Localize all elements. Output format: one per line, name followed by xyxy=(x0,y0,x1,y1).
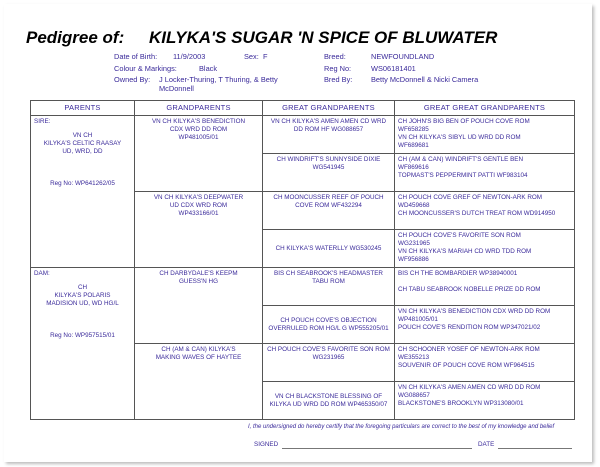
gggp-line: TOPMAST'S PEPPERMINT PATTI WF983104 xyxy=(398,172,528,179)
sire-name-1: VN CH xyxy=(72,132,93,139)
gggp-line: BLACKSTONE'S BROOKLYN WP313080/01 xyxy=(398,400,524,407)
gggp-line: CH POUCH COVE'S FAVORITE SON ROM xyxy=(398,232,521,239)
ggp-line: BIS CH SEABROOK'S HEADMASTER xyxy=(274,270,383,277)
great-grandparent-3 xyxy=(263,192,395,230)
bred-label: Bred By: xyxy=(324,75,353,84)
ggp-line: COVE ROM WF432294 xyxy=(295,202,362,209)
gggp-line: WP481005/01 xyxy=(398,316,438,323)
sire-role: SIRE: xyxy=(34,118,51,125)
dob-value: 11/9/2003 xyxy=(173,52,206,61)
gp-line: UD CDX WRD ROM xyxy=(169,202,228,209)
signature-line[interactable] xyxy=(282,448,472,449)
great-great-grandparent-1 xyxy=(395,116,575,154)
col-grandparents: GRANDPARENTS xyxy=(135,101,263,116)
grandparent-1 xyxy=(135,116,263,192)
gggp-line: WG231965 xyxy=(398,240,430,247)
signed-label: SIGNED xyxy=(254,441,279,448)
dog-name: KILYKA'S SUGAR 'N SPICE OF BLUWATER xyxy=(149,28,498,47)
gp-line: MAKING WAVES OF HAYTEE xyxy=(155,354,242,361)
reg-label: Reg No: xyxy=(324,64,352,73)
col-great-great-grandparents: GREAT GREAT GRANDPARENTS xyxy=(395,101,575,116)
col-parents: PARENTS xyxy=(31,101,135,116)
date-line[interactable] xyxy=(498,448,572,449)
great-grandparent-6 xyxy=(263,306,395,344)
gp-line: CH (AM & CAN) KILYKA'S xyxy=(161,346,236,353)
dob-label: Date of Birth: xyxy=(114,52,158,61)
gp-line: GUESS'N HG xyxy=(179,278,218,285)
pedigree-table xyxy=(30,100,575,420)
grandparent-3 xyxy=(135,268,263,344)
gggp-line: VN CH KILYKA'S MARIAH CD WRD TDD ROM xyxy=(398,248,532,255)
certification-text: I, the undersigned do hereby certify that the foregoing particulars are correct to the best of my knowledge and belief xyxy=(248,424,555,430)
ggp-line: CH POUCH COVE'S FAVORITE SON ROM xyxy=(267,346,390,353)
great-great-grandparent-5 xyxy=(395,268,575,306)
great-grandparent-2 xyxy=(263,154,395,192)
gggp-line: SOUVENIR OF POUCH COVE ROM WF964515 xyxy=(398,362,535,369)
great-great-grandparent-7 xyxy=(395,344,575,382)
sex-label: Sex: xyxy=(244,52,259,61)
breed-label: Breed: xyxy=(324,52,346,61)
gp-line: VN CH KILYKA'S BENEDICTION xyxy=(151,118,246,125)
gggp-line: WE355213 xyxy=(398,354,430,361)
ggp-line: WG231965 xyxy=(312,354,345,361)
gggp-line: CH POUCH COVE GREF OF NEWTON-ARK ROM xyxy=(398,194,543,201)
gp-line: WP481005/01 xyxy=(178,134,219,141)
owned-label: Owned By: xyxy=(114,75,151,84)
gggp-line: WF956886 xyxy=(398,256,429,263)
gp-line: CH DARBYDALE'S KEEPM xyxy=(159,270,238,277)
date-label: DATE xyxy=(478,441,495,448)
ggp-line: CH POUCH COVE'S OBJECTION xyxy=(280,316,377,324)
gggp-line: CH TABU SEABROOK NOBELLE PRIZE DD ROM xyxy=(398,286,541,293)
sire-reg: Reg No: WP641262/05 xyxy=(50,180,115,187)
owned-value-2: McDonnell xyxy=(159,84,194,93)
col-great-grandparents: GREAT GRANDPARENTS xyxy=(263,101,395,116)
great-great-grandparent-4 xyxy=(395,230,575,268)
gggp-line: WG088657 xyxy=(398,392,430,399)
ggp-line: KILYKA UD WRD DD ROM WP465350/07 xyxy=(269,400,388,408)
ggp-line: VN CH KILYKA'S AMEN AMEN CD WRD xyxy=(270,118,387,125)
gggp-line: VN CH KILYKA'S BENEDICTION CDX WRD DD ROM xyxy=(398,308,551,315)
great-great-grandparent-6 xyxy=(395,306,575,344)
ggp-line: CH WINDRIFT'S SUNNYSIDE DIXIE xyxy=(276,156,381,163)
sex-value: F xyxy=(263,52,268,61)
colour-label: Colour & Markings: xyxy=(114,64,177,73)
grandparent-2 xyxy=(135,192,263,268)
gggp-line: POUCH COVE'S RENDITION ROM WP347021/02 xyxy=(398,324,541,331)
gggp-line: WF869616 xyxy=(398,164,429,171)
gggp-line: WF689681 xyxy=(398,142,429,149)
reg-value: WS06181401 xyxy=(371,64,416,73)
sire-cell xyxy=(31,116,135,268)
gggp-line: CH MOONCUSSER'S DUTCH TREAT ROM WD914950 xyxy=(398,210,556,217)
ggp-line: VN CH BLACKSTONE BLESSING OF xyxy=(274,392,383,400)
sire-name-3: UD, WRD, DD xyxy=(62,148,103,155)
breed-value: NEWFOUNDLAND xyxy=(371,52,435,61)
colour-value: Black xyxy=(199,64,218,73)
ggp-line: DD ROM HF WG088657 xyxy=(293,126,364,133)
gggp-line: CH JOHN'S BIG BEN OF POUCH COVE ROM xyxy=(398,118,530,125)
dam-role: DAM: xyxy=(34,270,50,277)
gp-line: VN CH KILYKA'S DEEPWATER xyxy=(153,194,244,201)
bred-value: Betty McDonnell & Nicki Camera xyxy=(371,75,479,84)
gggp-line: VN CH KILYKA'S AMEN AMEN CD WRD DD ROM xyxy=(398,384,541,391)
dam-name-3: MADISION UD, WD HG/L xyxy=(46,300,119,307)
ggp-line: TABU ROM xyxy=(312,278,345,285)
dam-name-2: KILYKA'S POLARIS xyxy=(54,292,111,299)
great-great-grandparent-2 xyxy=(395,154,575,192)
great-grandparent-5 xyxy=(263,268,395,306)
gggp-line: CH SCHOONER YOSEF OF NEWTON-ARK ROM xyxy=(398,346,540,353)
pedigree-sheet xyxy=(4,4,592,462)
great-grandparent-1 xyxy=(263,116,395,154)
sire-name-2: KILYKA'S CELTIC RAASAY xyxy=(43,140,122,147)
owned-value-1: J Locker-Thuring, T Thuring, & Betty xyxy=(159,75,278,84)
dam-name-1: CH xyxy=(77,284,88,291)
dam-cell xyxy=(31,268,135,420)
gggp-line: WF658285 xyxy=(398,126,429,133)
gp-line: WP433166/01 xyxy=(178,210,219,217)
ggp-line: CH MOONCUSSER REEF OF POUCH xyxy=(273,194,384,201)
great-grandparent-4 xyxy=(263,230,395,268)
gggp-line: VN CH KILYKA'S SIBYL UD WRD DD ROM xyxy=(398,134,521,141)
ggp-line: WG541945 xyxy=(312,164,345,171)
ggp-line: OVERRULED ROM HG/L G WP555205/01 xyxy=(268,324,389,332)
ggp-line: CH KILYKA'S WATERLLY WG530245 xyxy=(275,244,382,252)
gggp-line: WD459668 xyxy=(398,202,430,209)
great-great-grandparent-3 xyxy=(395,192,575,230)
great-grandparent-7 xyxy=(263,344,395,382)
pedigree-label: Pedigree of: xyxy=(26,28,125,47)
dam-reg: Reg No: WP957515/01 xyxy=(50,332,115,339)
great-grandparent-8 xyxy=(263,382,395,420)
grandparent-4 xyxy=(135,344,263,420)
great-great-grandparent-8 xyxy=(395,382,575,420)
gp-line: CDX WRD DD ROM xyxy=(169,126,228,133)
gggp-line: BIS CH THE BOMBARDIER WP38940001 xyxy=(398,270,518,277)
gggp-line: CH (AM & CAN) WINDRIFT'S GENTLE BEN xyxy=(398,156,524,163)
